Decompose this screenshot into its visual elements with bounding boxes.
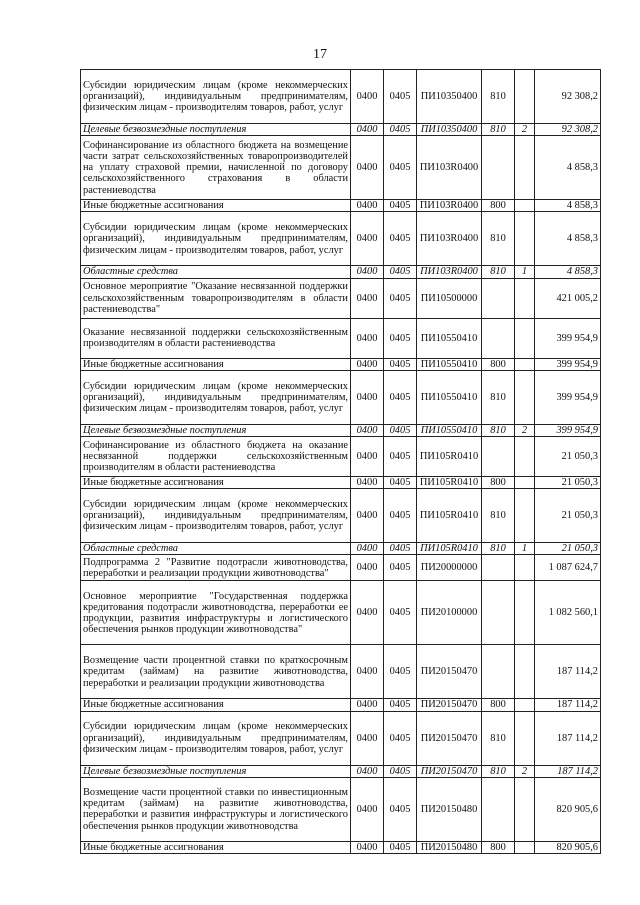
row-section-code: 0400: [351, 200, 384, 212]
row-expense-type: 800: [482, 699, 515, 711]
row-section-code: 0400: [351, 70, 384, 124]
table-row: [81, 200, 601, 212]
table-row: [81, 699, 601, 711]
row-subsection-code: 0405: [384, 645, 417, 699]
row-target-article: ПИ20100000: [417, 581, 482, 645]
row-subsection-code: 0405: [384, 711, 417, 765]
row-funding-source: [515, 318, 535, 358]
table-row: [81, 70, 601, 124]
row-funding-source: [515, 711, 535, 765]
row-section-code: 0400: [351, 136, 384, 200]
row-target-article: ПИ20150470: [417, 711, 482, 765]
row-subsection-code: 0405: [384, 266, 417, 278]
row-subsection-code: 0405: [384, 555, 417, 581]
row-expense-type: 810: [482, 370, 515, 424]
row-target-article: ПИ105R0410: [417, 437, 482, 477]
table-row: [81, 278, 601, 318]
row-expense-type: 810: [482, 266, 515, 278]
row-section-code: 0400: [351, 777, 384, 841]
table-row: [81, 266, 601, 278]
row-name: Целевые безвозмездные поступления: [81, 424, 351, 436]
row-funding-source: [515, 136, 535, 200]
row-section-code: 0400: [351, 477, 384, 489]
row-subsection-code: 0405: [384, 477, 417, 489]
row-funding-source: [515, 555, 535, 581]
row-funding-source: 2: [515, 424, 535, 436]
row-target-article: ПИ103R0400: [417, 212, 482, 266]
table-row: [81, 437, 601, 477]
row-target-article: ПИ103R0400: [417, 200, 482, 212]
row-amount: 399 954,9: [535, 424, 601, 436]
row-subsection-code: 0405: [384, 424, 417, 436]
row-funding-source: [515, 699, 535, 711]
row-expense-type: [482, 777, 515, 841]
row-funding-source: 1: [515, 266, 535, 278]
row-name: Основное мероприятие "Оказание несвязанной поддержки сельскохозяйственным товаропроизводителям в области растениеводства": [81, 278, 351, 318]
table-row: [81, 489, 601, 543]
table-body: [81, 70, 601, 854]
row-target-article: ПИ20150470: [417, 699, 482, 711]
row-subsection-code: 0405: [384, 841, 417, 853]
row-funding-source: [515, 645, 535, 699]
row-target-article: ПИ10500000: [417, 278, 482, 318]
row-name: Иные бюджетные ассигнования: [81, 699, 351, 711]
row-target-article: ПИ20150480: [417, 841, 482, 853]
page-number: 17: [313, 47, 327, 62]
row-section-code: 0400: [351, 765, 384, 777]
row-expense-type: 810: [482, 489, 515, 543]
row-expense-type: [482, 136, 515, 200]
row-expense-type: [482, 437, 515, 477]
row-expense-type: 800: [482, 200, 515, 212]
row-amount: 187 114,2: [535, 699, 601, 711]
row-amount: 21 050,3: [535, 489, 601, 543]
row-target-article: ПИ105R0410: [417, 543, 482, 555]
row-expense-type: [482, 318, 515, 358]
row-amount: 92 308,2: [535, 124, 601, 136]
row-expense-type: 810: [482, 543, 515, 555]
row-funding-source: [515, 200, 535, 212]
row-expense-type: 810: [482, 70, 515, 124]
row-amount: 92 308,2: [535, 70, 601, 124]
row-subsection-code: 0405: [384, 124, 417, 136]
row-target-article: ПИ105R0410: [417, 477, 482, 489]
row-amount: 187 114,2: [535, 711, 601, 765]
table-row: [81, 136, 601, 200]
row-amount: 399 954,9: [535, 358, 601, 370]
row-expense-type: 800: [482, 841, 515, 853]
row-name: Субсидии юридическим лицам (кроме некоммерческих организаций), индивидуальным предпринимателям, физическим лицам - производителям товаров, работ, услуг: [81, 212, 351, 266]
table-row: [81, 555, 601, 581]
row-funding-source: [515, 278, 535, 318]
row-expense-type: [482, 555, 515, 581]
row-name: Субсидии юридическим лицам (кроме некоммерческих организаций), индивидуальным предпринимателям, физическим лицам - производителям товаров, работ, услуг: [81, 489, 351, 543]
row-subsection-code: 0405: [384, 437, 417, 477]
row-amount: 4 858,3: [535, 266, 601, 278]
row-funding-source: [515, 358, 535, 370]
row-name: Целевые безвозмездные поступления: [81, 124, 351, 136]
row-amount: 820 905,6: [535, 777, 601, 841]
row-funding-source: [515, 70, 535, 124]
row-expense-type: 800: [482, 358, 515, 370]
row-funding-source: 1: [515, 543, 535, 555]
row-section-code: 0400: [351, 318, 384, 358]
row-expense-type: 810: [482, 765, 515, 777]
row-expense-type: [482, 645, 515, 699]
row-funding-source: [515, 212, 535, 266]
row-amount: 187 114,2: [535, 765, 601, 777]
row-subsection-code: 0405: [384, 278, 417, 318]
row-amount: 21 050,3: [535, 477, 601, 489]
row-amount: 1 082 560,1: [535, 581, 601, 645]
row-name: Субсидии юридическим лицам (кроме некоммерческих организаций), индивидуальным предпринимателям, физическим лицам - производителям товаров, работ, услуг: [81, 711, 351, 765]
row-section-code: 0400: [351, 645, 384, 699]
row-expense-type: 810: [482, 711, 515, 765]
row-expense-type: 810: [482, 424, 515, 436]
row-amount: 4 858,3: [535, 212, 601, 266]
row-section-code: 0400: [351, 841, 384, 853]
row-amount: 421 005,2: [535, 278, 601, 318]
row-target-article: ПИ103R0400: [417, 266, 482, 278]
row-subsection-code: 0405: [384, 318, 417, 358]
row-expense-type: 800: [482, 477, 515, 489]
row-funding-source: 2: [515, 124, 535, 136]
row-target-article: ПИ10550410: [417, 370, 482, 424]
row-amount: 21 050,3: [535, 543, 601, 555]
row-expense-type: [482, 278, 515, 318]
row-section-code: 0400: [351, 581, 384, 645]
row-subsection-code: 0405: [384, 370, 417, 424]
row-name: Софинансирование из областного бюджета на возмещение части затрат сельскохозяйственных товаропроизводителей на уплату страховой премии, начисленной по договору сельскохозяйственного страхования в области растениеводства: [81, 136, 351, 200]
row-target-article: ПИ10350400: [417, 124, 482, 136]
row-name: Областные средства: [81, 266, 351, 278]
row-name: Софинансирование из областного бюджета на оказание несвязанной поддержки сельскохозяйственным производителям в области растениеводства: [81, 437, 351, 477]
row-amount: 820 905,6: [535, 841, 601, 853]
table-row: [81, 318, 601, 358]
row-target-article: ПИ10350400: [417, 70, 482, 124]
row-expense-type: [482, 581, 515, 645]
row-section-code: 0400: [351, 424, 384, 436]
row-subsection-code: 0405: [384, 543, 417, 555]
row-amount: 187 114,2: [535, 645, 601, 699]
row-subsection-code: 0405: [384, 777, 417, 841]
table-row: [81, 424, 601, 436]
table-row: [81, 711, 601, 765]
row-section-code: 0400: [351, 266, 384, 278]
row-name: Возмещение части процентной ставки по инвестиционным кредитам (займам) на развитие животноводства, переработки и развития инфраструктуры и логистического обеспечения рынков продукции животноводства: [81, 777, 351, 841]
table-row: [81, 358, 601, 370]
row-amount: 1 087 624,7: [535, 555, 601, 581]
table-row: [81, 777, 601, 841]
row-funding-source: [515, 437, 535, 477]
row-funding-source: [515, 581, 535, 645]
row-name: Возмещение части процентной ставки по краткосрочным кредитам (займам) на развитие животноводства, переработки и реализации продукции животноводства: [81, 645, 351, 699]
row-subsection-code: 0405: [384, 70, 417, 124]
row-section-code: 0400: [351, 699, 384, 711]
row-funding-source: [515, 489, 535, 543]
row-subsection-code: 0405: [384, 699, 417, 711]
budget-table: [80, 69, 601, 854]
table-row: [81, 370, 601, 424]
row-section-code: 0400: [351, 124, 384, 136]
row-name: Иные бюджетные ассигнования: [81, 841, 351, 853]
table-row: [81, 212, 601, 266]
row-amount: 4 858,3: [535, 136, 601, 200]
row-funding-source: [515, 477, 535, 489]
row-name: Иные бюджетные ассигнования: [81, 477, 351, 489]
row-target-article: ПИ105R0410: [417, 489, 482, 543]
row-target-article: ПИ10550410: [417, 424, 482, 436]
row-amount: 21 050,3: [535, 437, 601, 477]
row-subsection-code: 0405: [384, 136, 417, 200]
row-target-article: ПИ103R0400: [417, 136, 482, 200]
row-section-code: 0400: [351, 555, 384, 581]
row-name: Подпрограмма 2 "Развитие подотрасли животноводства, переработки и реализации продукции животноводства": [81, 555, 351, 581]
row-name: Оказание несвязанной поддержки сельскохозяйственным производителям в области растениеводства: [81, 318, 351, 358]
row-section-code: 0400: [351, 437, 384, 477]
table-row: [81, 543, 601, 555]
row-target-article: ПИ20150470: [417, 645, 482, 699]
row-funding-source: [515, 841, 535, 853]
row-target-article: ПИ20150480: [417, 777, 482, 841]
table-row: [81, 645, 601, 699]
row-expense-type: 810: [482, 124, 515, 136]
row-section-code: 0400: [351, 543, 384, 555]
row-name: Областные средства: [81, 543, 351, 555]
row-target-article: ПИ20000000: [417, 555, 482, 581]
row-amount: 4 858,3: [535, 200, 601, 212]
table-row: [81, 841, 601, 853]
row-subsection-code: 0405: [384, 200, 417, 212]
row-name: Основное мероприятие "Государственная поддержка кредитования подотрасли животноводства, переработки ее продукции, развития инфраструктуры и логистического обеспечения рынков продукции животноводства": [81, 581, 351, 645]
row-section-code: 0400: [351, 358, 384, 370]
row-amount: 399 954,9: [535, 370, 601, 424]
table-row: [81, 765, 601, 777]
row-section-code: 0400: [351, 370, 384, 424]
row-funding-source: [515, 777, 535, 841]
row-subsection-code: 0405: [384, 581, 417, 645]
row-name: Иные бюджетные ассигнования: [81, 358, 351, 370]
row-amount: 399 954,9: [535, 318, 601, 358]
row-expense-type: 810: [482, 212, 515, 266]
row-target-article: ПИ10550410: [417, 358, 482, 370]
row-section-code: 0400: [351, 278, 384, 318]
row-section-code: 0400: [351, 489, 384, 543]
row-name: Субсидии юридическим лицам (кроме некоммерческих организаций), индивидуальным предпринимателям, физическим лицам - производителям товаров, работ, услуг: [81, 370, 351, 424]
row-funding-source: 2: [515, 765, 535, 777]
row-subsection-code: 0405: [384, 212, 417, 266]
row-name: Иные бюджетные ассигнования: [81, 200, 351, 212]
row-section-code: 0400: [351, 711, 384, 765]
row-target-article: ПИ20150470: [417, 765, 482, 777]
row-name: Субсидии юридическим лицам (кроме некоммерческих организаций), индивидуальным предпринимателям, физическим лицам - производителям товаров, работ, услуг: [81, 70, 351, 124]
table-row: [81, 581, 601, 645]
row-subsection-code: 0405: [384, 765, 417, 777]
row-subsection-code: 0405: [384, 358, 417, 370]
row-funding-source: [515, 370, 535, 424]
row-subsection-code: 0405: [384, 489, 417, 543]
table-row: [81, 124, 601, 136]
table-row: [81, 477, 601, 489]
row-section-code: 0400: [351, 212, 384, 266]
row-name: Целевые безвозмездные поступления: [81, 765, 351, 777]
row-target-article: ПИ10550410: [417, 318, 482, 358]
